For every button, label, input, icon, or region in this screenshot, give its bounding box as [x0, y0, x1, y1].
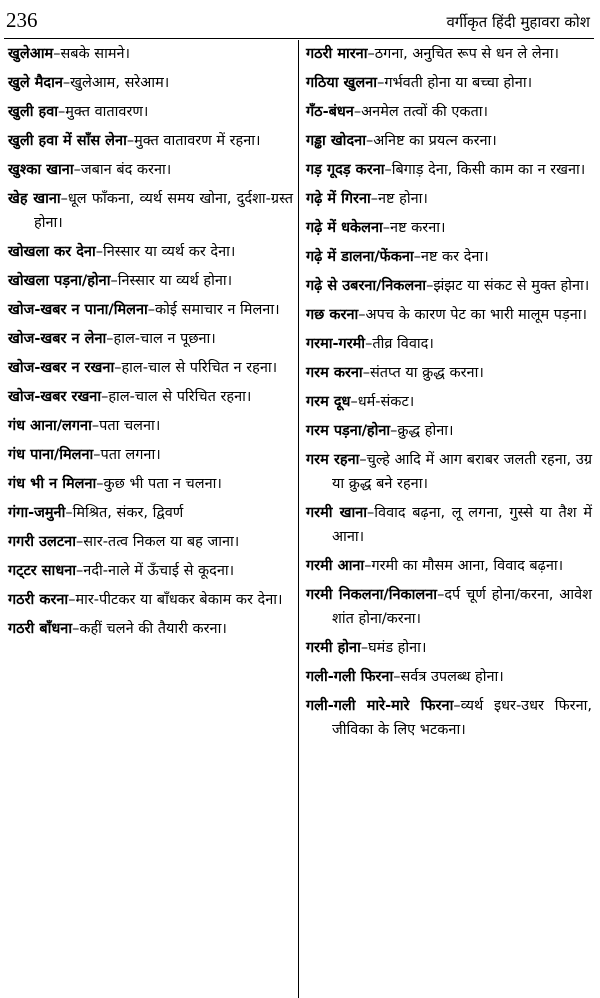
dictionary-entry [8, 356, 293, 380]
entry-definition: मुक्त वातावरण में रहना। [134, 133, 261, 149]
dictionary-entry [306, 158, 592, 182]
entry-definition: सबके सामने। [60, 46, 131, 62]
entry-dash: – [58, 104, 66, 120]
entry-definition: नष्ट करना। [390, 220, 446, 236]
entry-definition: नदी-नाले में ऊँचाई से कूदना। [83, 563, 235, 579]
entry-definition: निस्सार या व्यर्थ होना। [117, 273, 233, 289]
entry-dash: – [453, 698, 461, 714]
entry-definition: घमंड होना। [368, 640, 427, 656]
entry-term: गली-गली मारे-मारे फिरना [306, 698, 454, 714]
entry-definition: मिश्रित, संकर, द्विवर्ण [72, 505, 184, 521]
dictionary-entry [8, 501, 293, 525]
entry-term: गगरी उलटना [8, 534, 76, 550]
dictionary-entry [8, 588, 293, 612]
entry-term: गठरी बाँधना [8, 621, 73, 637]
page-number: 236 [6, 8, 38, 32]
dictionary-entry [306, 303, 592, 327]
dictionary-entry [8, 42, 293, 66]
dictionary-entry [8, 269, 293, 293]
entry-dash: – [62, 75, 71, 91]
entry-term: गँठ-बंधन [306, 104, 354, 120]
dictionary-entry [8, 472, 293, 496]
entry-dash: – [364, 558, 372, 574]
entry-term: गंगा-जमुनी [8, 505, 66, 521]
entry-term: गरम रहना [306, 452, 360, 468]
entry-dash: – [68, 592, 76, 608]
entry-term: खोज-खबर न रखना [8, 360, 115, 376]
entry-term: गली-गली फिरना [306, 669, 394, 685]
dictionary-entry [8, 71, 293, 95]
entry-definition: कोई समाचार न मिलना। [155, 302, 280, 318]
entry-dash: – [147, 302, 156, 318]
running-title: वर्गीकृत हिंदी मुहावरा कोश [446, 13, 590, 31]
entry-dash: – [426, 278, 434, 294]
entry-definition: गर्भवती होना या बच्चा होना। [384, 75, 533, 91]
dictionary-entry [8, 129, 293, 153]
entry-term: गरमी निकलना/निकालना [306, 587, 438, 603]
entry-dash: – [53, 46, 61, 62]
dictionary-entry [306, 583, 592, 631]
entry-dash: – [382, 220, 391, 236]
entry-dash: – [367, 46, 375, 62]
entry-definition: बिगाड़ देना, किसी काम का न रखना। [391, 162, 586, 178]
dictionary-entry [8, 327, 293, 351]
dictionary-entry [306, 448, 592, 496]
dictionary-entry [8, 385, 293, 409]
entry-dash: – [93, 447, 101, 463]
entry-term: गढ़े में गिरना [306, 191, 371, 207]
dictionary-entry [306, 245, 592, 269]
entry-dash: – [362, 365, 370, 381]
entry-term: खोखला कर देना [8, 244, 96, 260]
entry-term: गढ़े में डालना/फेंकना [306, 249, 414, 265]
dictionary-entry [306, 636, 592, 660]
entry-term: गरमा-गरमी [306, 336, 366, 352]
dictionary-entry [8, 617, 293, 641]
entry-dash: – [101, 389, 109, 405]
dictionary-entry [306, 71, 592, 95]
entry-term: गड्ढा खोदना [306, 133, 366, 149]
right-column [306, 42, 592, 998]
entry-dash: – [365, 133, 374, 149]
entry-term: गठरी करना [8, 592, 69, 608]
entry-term: गरमी खाना [306, 505, 368, 521]
entry-definition: जबान बंद करना। [80, 162, 172, 178]
dictionary-entry [306, 501, 592, 549]
entry-definition: क्रुद्ध होना। [397, 423, 454, 439]
dictionary-entry [8, 443, 293, 467]
entry-dash: – [96, 476, 104, 492]
dictionary-entry [8, 530, 293, 554]
entry-definition: धर्म-संकट। [357, 394, 415, 410]
entry-dash: – [413, 249, 421, 265]
entry-dash: – [91, 418, 100, 434]
entry-definition: सर्वत्र उपलब्ध होना। [400, 669, 504, 685]
entry-dash: – [353, 104, 362, 120]
entry-definition: धूल फाँकना, व्यर्थ समय खोना, दुर्दशा-ग्रस्त होना। [34, 191, 293, 231]
entry-term: गड़ गूदड़ करना [306, 162, 385, 178]
entry-dash: – [359, 452, 367, 468]
dictionary-entry [8, 187, 293, 235]
entry-definition: मार-पीटकर या बाँधकर बेकाम कर देना। [75, 592, 283, 608]
entry-term: गछ करना [306, 307, 359, 323]
entry-definition: नष्ट कर देना। [420, 249, 489, 265]
entry-term: खोज-खबर न लेना [8, 331, 107, 347]
dictionary-entry [306, 554, 592, 578]
entry-dash: – [358, 307, 366, 323]
entry-definition: अपच के कारण पेट का भारी मालूम पड़ना। [365, 307, 588, 323]
entry-definition: खुलेआम, सरेआम। [70, 75, 170, 91]
entry-dash: – [95, 244, 103, 260]
dictionary-entry [306, 100, 592, 124]
dictionary-entry [8, 158, 293, 182]
dictionary-entry [306, 694, 592, 742]
entry-definition: चुल्हे आदि में आग बराबर जलती रहना, उग्र या क्रुद्ध बने रहना। [332, 452, 592, 492]
entry-definition: हाल-चाल से परिचित रहना। [108, 389, 252, 405]
dictionary-entry [306, 129, 592, 153]
entry-definition: संतप्त या क्रुद्ध करना। [369, 365, 484, 381]
entry-dash: – [126, 133, 135, 149]
dictionary-entry [306, 274, 592, 298]
entry-definition: तीव्र विवाद। [372, 336, 434, 352]
entry-dash: – [437, 587, 445, 603]
entry-term: गरम करना [306, 365, 363, 381]
entry-dash: – [370, 191, 378, 207]
entry-dash: – [106, 331, 114, 347]
page-header [0, 0, 600, 40]
entry-term: खेह खाना [8, 191, 61, 207]
entry-term: गढ़े में धकेलना [306, 220, 383, 236]
dictionary-entry [306, 216, 592, 240]
entry-definition: कुछ भी पता न चलना। [103, 476, 222, 492]
dictionary-entry [8, 240, 293, 264]
entry-dash: – [350, 394, 358, 410]
entry-dash: – [60, 191, 68, 207]
entry-term: खुली हवा [8, 104, 59, 120]
entry-definition: गरमी का मौसम आना, विवाद बढ़ना। [371, 558, 564, 574]
entry-dash: – [390, 423, 398, 439]
entry-dash: – [384, 162, 392, 178]
entry-dash: – [377, 75, 385, 91]
entry-definition: सार-तत्व निकल या बह जाना। [83, 534, 240, 550]
dictionary-entry [306, 419, 592, 443]
entry-dash: – [360, 640, 369, 656]
entry-definition: दर्प चूर्ण होना/करना, आवेश शांत होना/करना। [332, 587, 592, 627]
entry-term: खोज-खबर रखना [8, 389, 102, 405]
entry-dash: – [73, 162, 81, 178]
left-column [8, 42, 293, 998]
entry-term: खुली हवा में साँस लेना [8, 133, 127, 149]
dictionary-entry [306, 390, 592, 414]
entry-definition: विवाद बढ़ना, लू लगना, गुस्से या तैश में आना। [332, 505, 592, 545]
entry-dash: – [75, 534, 84, 550]
entry-dash: – [110, 273, 118, 289]
entry-term: गढ़े से उबरना/निकलना [306, 278, 427, 294]
entry-term: गट्‌टर साधना [8, 563, 77, 579]
dictionary-entry [306, 187, 592, 211]
entry-definition: ठगना, अनुचित रूप से धन ले लेना। [374, 46, 559, 62]
entry-term: गरम दूध [306, 394, 351, 410]
entry-term: गंध पाना/मिलना [8, 447, 94, 463]
dictionary-entry [306, 361, 592, 385]
dictionary-entry [306, 42, 592, 66]
entry-term: खुलेआम [8, 46, 54, 62]
entry-definition: पता लगना। [100, 447, 161, 463]
dictionary-entry [306, 332, 592, 356]
entry-definition: कहीं चलने की तैयारी करना। [79, 621, 227, 637]
entry-definition: हाल-चाल न पूछना। [113, 331, 216, 347]
entry-term: खुले मैदान [8, 75, 63, 91]
entry-definition: अनमेल तत्वों की एकता। [361, 104, 489, 120]
dictionary-entry [8, 414, 293, 438]
entry-definition: पता चलना। [99, 418, 161, 434]
entry-definition: झंझट या संकट से मुक्त होना। [433, 278, 590, 294]
dictionary-entry [8, 100, 293, 124]
entry-dash: – [367, 505, 375, 521]
entry-dash: – [76, 563, 84, 579]
dictionary-entry [8, 298, 293, 322]
entry-definition: मुक्त वातावरण। [65, 104, 149, 120]
entry-definition: निस्सार या व्यर्थ कर देना। [102, 244, 236, 260]
entry-term: गंध भी न मिलना [8, 476, 97, 492]
entry-definition: हाल-चाल से परिचित न रहना। [121, 360, 278, 376]
entry-term: खुश्का खाना [8, 162, 74, 178]
entry-term: गरमी आना [306, 558, 365, 574]
entry-term: खोखला पड़ना/होना [8, 273, 111, 289]
dictionary-entry [306, 665, 592, 689]
entry-term: गठिया खुलना [306, 75, 378, 91]
entry-dash: – [114, 360, 122, 376]
entry-definition: व्यर्थ इधर-उधर फिरना, जीविका के लिए भटकना। [332, 698, 593, 738]
entry-definition: नष्ट होना। [378, 191, 428, 207]
entry-definition: अनिष्ट का प्रयत्न करना। [373, 133, 497, 149]
entry-term: गरमी होना [306, 640, 361, 656]
entry-term: खोज-खबर न पाना/मिलना [8, 302, 148, 318]
entry-dash: – [393, 669, 401, 685]
entry-term: गंध आना/लगना [8, 418, 92, 434]
dictionary-entry [8, 559, 293, 583]
entry-dash: – [365, 336, 373, 352]
entry-term: गरम पड़ना/होना [306, 423, 391, 439]
header-rule [4, 38, 594, 39]
entry-dash: – [72, 621, 80, 637]
entry-dash: – [65, 505, 73, 521]
column-divider [298, 40, 299, 998]
entry-term: गठरी मारना [306, 46, 368, 62]
